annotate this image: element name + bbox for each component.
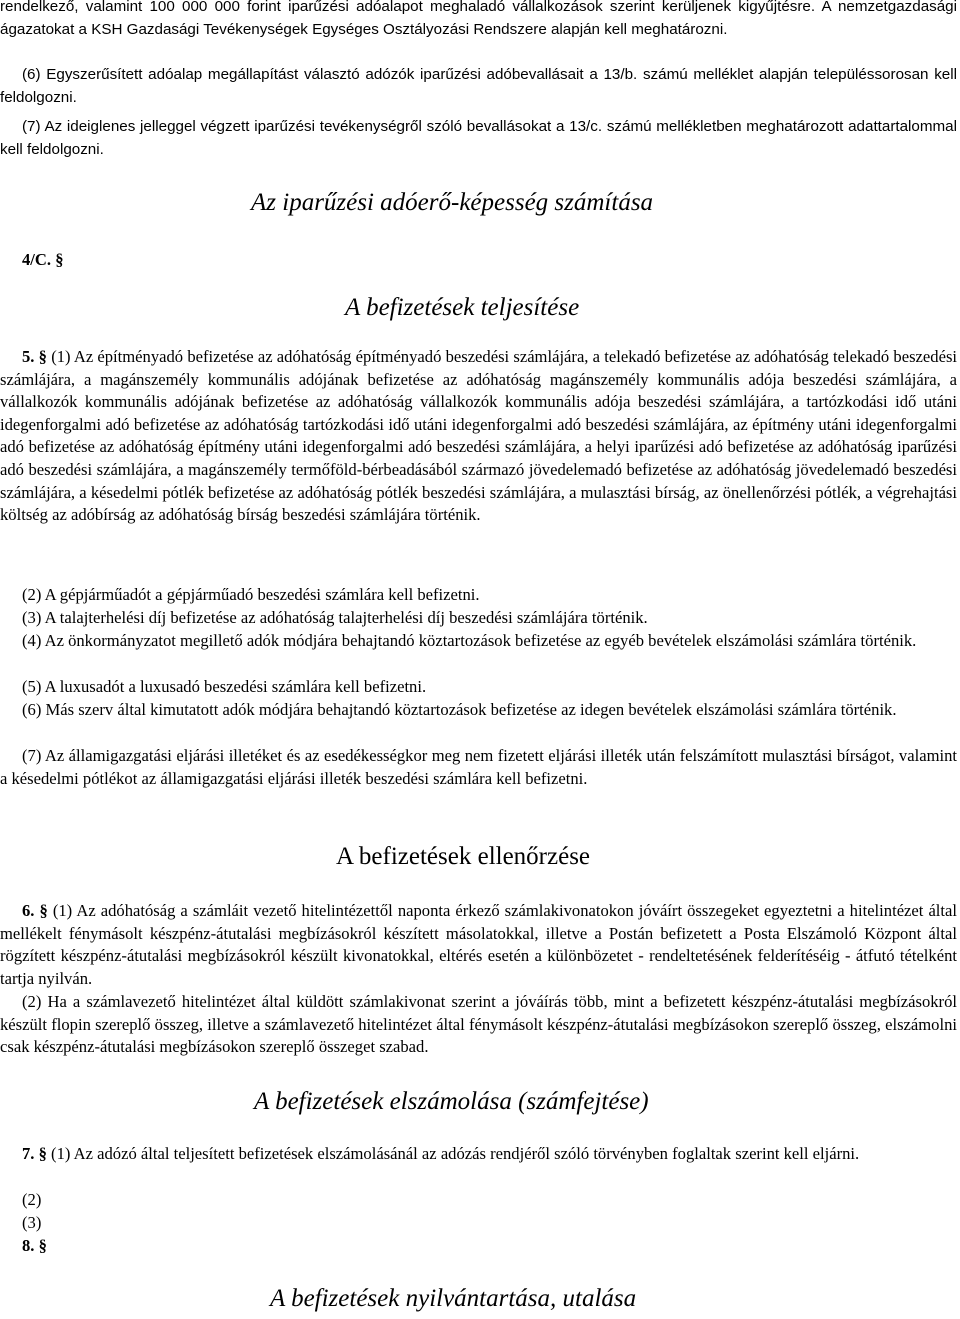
- paragraph-intro: rendelkező, valamint 100 000 000 forint iparűzési adóalapot meghaladó vállalkozások szerint kerüljenek kigyűjtésre. A nemzetgazdasági ágazatokat a KSH Gazdasági Tevékenységek Egységes Osztályozási Rendszere alapján kell meghatározni.: [0, 0, 957, 38]
- section-5-number: 5. §: [22, 347, 47, 366]
- section-7-number: 7. §: [22, 1144, 47, 1163]
- heading-ellenorzese: A befizetések ellenőrzése: [336, 843, 591, 870]
- section-6-p1-text: (1) Az adóhatóság a számláit vezető hitelintézettől naponta érkező számlakivonatokon jóváírt összegeket egyeztetni a hitelintézet által mellékelt fénymásolt készpénz-átutalási megbízásokról készített másolatokkal, illetve a Postán befizetett a Posta Elszámoló Központ által rögzített készpénz-átutalási megbízásokról készült kivonatokkal, eltérés esetén a különbözetet - rendeltetésének felderítéséig - átfutó tételként tartja nyilván.: [0, 901, 958, 988]
- heading-teljesitese: A befizetések teljesítése: [345, 294, 580, 321]
- section-5-paragraph-7: (7) Az államigazgatási eljárási illetéket és az esedékességkor meg nem fizetett eljárási illeték után felszámított mulasztási bírságot, valamint a késedelmi pótlékot az államigazgatási eljárási illeték beszedési számlára kell befizetni.: [0, 746, 957, 788]
- section-5-paragraph-3: (3) A talajterhelési díj befizetése az adóhatóság talajterhelési díj beszedési számlájára történik.: [22, 608, 648, 627]
- section-6-paragraph-2: (2) Ha a számlavezető hitelintézet által küldött számlakivonat szerint a jóváírás több, mint a befizetett készpénz-átutalási megbízásokról készült flopin szereplő összeg, illetve a számlavezető hitelintézet által fénymásolt készpénz-átutalási megbízásokon szereplő összeg, elszámolni csak készpénz-átutalási megbízásokon szereplő összeget szabad.: [0, 992, 957, 1057]
- section-6-paragraph-1: [0, 900, 957, 990]
- section-5-paragraph-1: [0, 346, 957, 527]
- paragraph-6: (6) Egyszerűsített adóalap megállapítást választó adózók iparűzési adóbevallásait a 13/b. számú melléklet alapján településsorosan kell feldolgozni.: [0, 66, 957, 106]
- section-6-number: 6. §: [22, 901, 48, 920]
- paragraph-7: (7) Az ideiglenes jelleggel végzett iparűzési tevékenységről szóló bevallásokat a 13/c. számú mellékletben meghatározott adattartalommal kell feldolgozni.: [0, 118, 957, 158]
- heading-nyilvantartasa: A befizetések nyilvántartása, utalása: [270, 1285, 637, 1312]
- section-7-paragraph-1: [0, 1143, 957, 1166]
- section-5-p1-text: (1) Az építményadó befizetése az adóhatóság építményadó beszedési számlájára, a telekadó befizetése az adóhatóság telekadó beszedési számlájára, a magánszemély kommunális adójának befizetése az adóhatóság magánszemély kommunális adója beszedési számlájára, a vállalkozók kommunális adójának befizetése az adóhatóság vállalkozók kommunális adója beszedési számlájára, a tartózkodási idő utáni idegenforgalmi adó befizetése az adóhatóság tartózkodási idő utáni idegenforgalmi adó beszedési számlájára, az építmény utáni idegenforgalmi adó befizetése az adóhatóság építmény utáni idegenforgalmi adó beszedési számlájára, a helyi iparűzési adó befizetése az adóhatóság iparűzési adó beszedési számlájára, a magánszemély termőföld-bérbeadásából származó jövedelemadó befizetése az adóhatóság jövedelemadó beszedési számlájára, a késedelmi pótlék befizetése az adóhatóság pótlék beszedési számlájára, a mulasztási bírság, az önellenőrzési pótlék, a végrehajtási költség az adóbírság az adóhatóság bírság beszedési számlájára történik.: [0, 347, 958, 525]
- heading-elszamolasa: A befizetések elszámolása (számfejtése): [254, 1088, 649, 1115]
- section-5-paragraph-2: (2) A gépjárműadót a gépjárműadó beszedési számlára kell befizetni.: [22, 585, 480, 604]
- section-5-paragraph-5: (5) A luxusadót a luxusadó beszedési számlára kell befizetni.: [22, 677, 427, 696]
- section-7-paragraph-3: (3): [22, 1213, 42, 1232]
- section-5-paragraph-6: (6) Más szerv által kimutatott adók módjára behajtandó köztartozások befizetése az idegen bevételek elszámolási számlára történik.: [22, 700, 897, 719]
- section-7-paragraph-2: (2): [22, 1190, 42, 1209]
- section-4c-heading: Az iparűzési adóerő-képesség számítása: [251, 189, 654, 216]
- section-8-number: 8. §: [22, 1236, 47, 1255]
- section-5-paragraph-4: (4) Az önkormányzatot megillető adók módjára behajtandó köztartozások befizetése az egyéb bevételek elszámolási számlára történik.: [22, 631, 917, 650]
- section-7-p1-text: (1) Az adózó által teljesített befizetések elszámolásánál az adózás rendjéről szóló törvényben foglaltak szerint kell eljárni.: [51, 1144, 860, 1163]
- section-4c-label: 4/C. §: [22, 250, 64, 269]
